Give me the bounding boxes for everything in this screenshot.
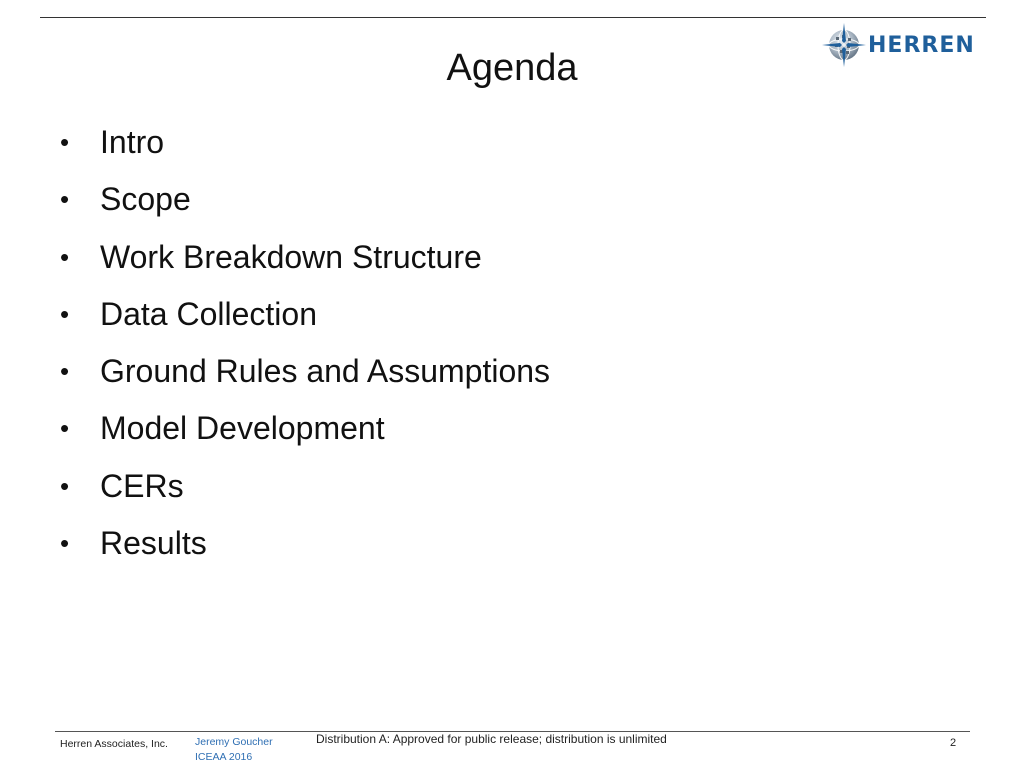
bullet-icon: • <box>60 413 70 444</box>
bullet-icon: • <box>60 356 70 387</box>
agenda-item-label: Data Collection <box>100 295 317 332</box>
agenda-item <box>60 171 550 228</box>
bullet-icon: • <box>60 298 70 329</box>
herren-logo <box>822 22 992 68</box>
footer-event: ICEAA 2016 <box>195 751 253 763</box>
footer-author: Jeremy Goucher <box>195 736 273 748</box>
agenda-item <box>60 229 550 286</box>
agenda-item-label: Intro <box>100 124 165 160</box>
herren-globe-logo-icon <box>822 23 866 67</box>
footer-company: Herren Associates, Inc. <box>60 738 168 750</box>
logo-wordmark: HERREN <box>868 32 975 58</box>
footer-distribution-statement: Distribution A: Approved for public release; distribution is unlimited <box>316 732 667 746</box>
agenda-item <box>60 286 550 343</box>
agenda-list <box>60 114 550 572</box>
agenda-item-label: Model Development <box>100 410 385 447</box>
bullet-icon: • <box>60 528 70 559</box>
top-divider <box>40 17 986 18</box>
bullet-icon: • <box>60 127 70 157</box>
agenda-item-label: Ground Rules and Assumptions <box>100 353 551 390</box>
agenda-item-label: Scope <box>100 181 191 218</box>
agenda-item-label: Work Breakdown Structure <box>100 238 482 275</box>
page-number: 2 <box>950 737 957 749</box>
bullet-icon: • <box>60 470 70 501</box>
agenda-item <box>60 400 550 457</box>
bullet-icon: • <box>60 184 70 215</box>
bullet-icon: • <box>60 241 70 272</box>
agenda-item-label: Results <box>100 525 207 562</box>
agenda-item <box>60 114 550 171</box>
slide-title: Agenda <box>446 47 578 89</box>
agenda-item-label: CERs <box>100 467 184 504</box>
agenda-item <box>60 515 550 572</box>
agenda-item <box>60 343 550 400</box>
agenda-item <box>60 458 550 515</box>
